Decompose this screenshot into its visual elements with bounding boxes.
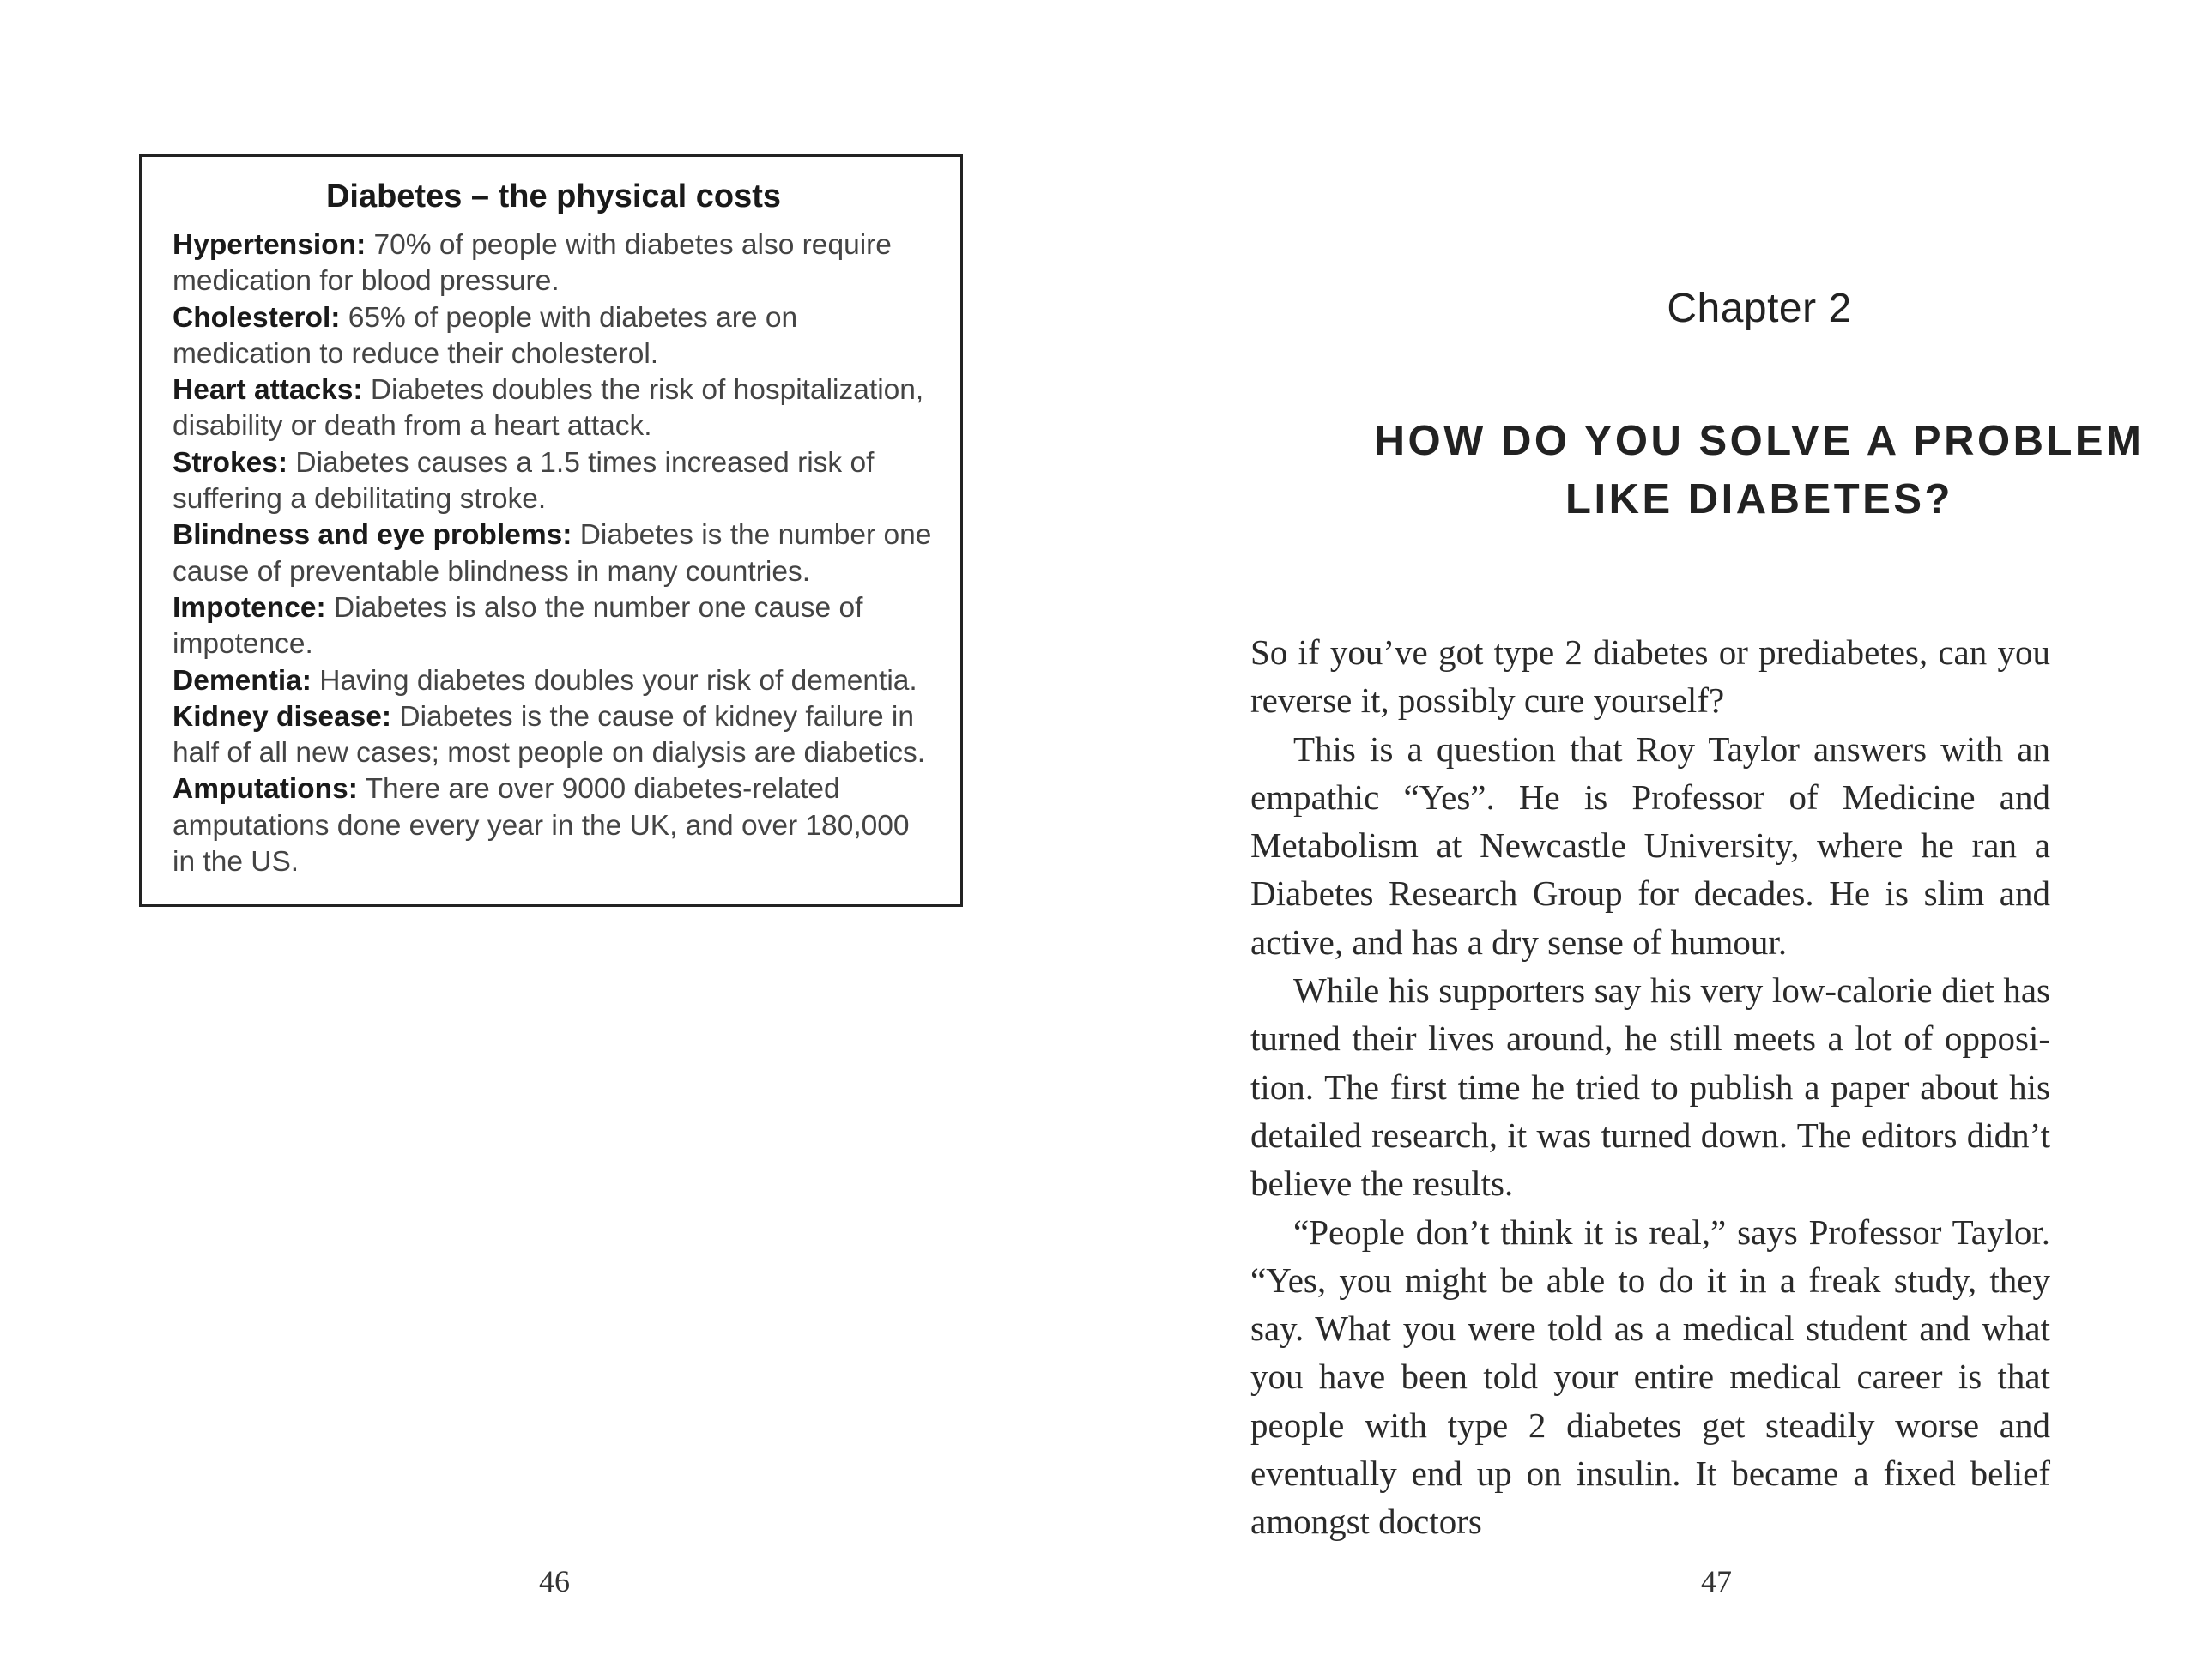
item-text: Having diabetes doubles your risk of dementia.: [311, 664, 917, 697]
item-term: Dementia:: [172, 664, 312, 697]
box-item-hypertension: [172, 227, 935, 300]
box-item-heart-attacks: [172, 372, 935, 445]
box-item-blindness: [172, 517, 935, 590]
paragraph: So if you’ve got type 2 diabetes or prediabetes, can you reverse it, possibly cure yourself?: [1250, 632, 2050, 721]
box-item-kidney-disease: [172, 699, 935, 772]
item-text: Diabetes is the cause of kidney failure in half of all new cases; most people on dialysis are diabetics.: [172, 700, 926, 770]
item-text: Diabetes causes a 1.5 times increased risk of suffering a debilitating stroke.: [172, 446, 875, 516]
left-page: [0, 0, 1098, 1680]
paragraph: While his supporters say his very low-calorie diet has turned their lives around, he still meets a lot of opposi-tion. The first time he tried to publish a paper about his detailed research, it was turned down. The editors didn’t believe the results.: [1250, 970, 2050, 1204]
box-item-strokes: [172, 445, 935, 518]
item-term: Impotence:: [172, 591, 326, 624]
box-item-impotence: [172, 590, 935, 663]
item-term: Hypertension:: [172, 229, 366, 261]
item-text: Diabetes is also the number one cause of impotence.: [172, 591, 863, 661]
item-term: Heart attacks:: [172, 374, 363, 407]
item-text: 65% of people with diabetes are on medication to reduce their cholesterol.: [172, 301, 798, 370]
box-item-dementia: [172, 663, 935, 699]
page-number-left: 46: [539, 1564, 570, 1598]
chapter-body: [1250, 628, 2050, 1546]
item-text: There are over 9000 diabetes-related amputations done every year in the UK, and over 180,000 in the US.: [172, 773, 910, 879]
right-page: [1098, 0, 2197, 1680]
page-number-right: 47: [1701, 1564, 1732, 1598]
paragraph: This is a question that Roy Taylor answers with an empathic “Yes”. He is Professor of Medicine and Metabolism at Newcastle University, where he ran a Diabetes Research Group for decades. He is slim and active, and has a dry sense of humour.: [1250, 728, 2050, 962]
item-term: Amputations:: [172, 773, 358, 806]
item-text: 70% of people with diabetes also require medication for blood pressure.: [172, 229, 892, 298]
box-title: Diabetes – the physical costs: [325, 178, 782, 215]
chapter-title: [1253, 412, 2197, 529]
chapter-title-line-1: HOW DO YOU SOLVE A PROBLEM: [1374, 418, 2145, 464]
item-term: Kidney disease:: [172, 700, 392, 733]
box-item-cholesterol: [172, 300, 935, 373]
chapter-label: Chapter 2: [1667, 286, 1852, 331]
item-term: Strokes:: [172, 446, 288, 479]
box-item-amputations: [172, 771, 935, 880]
item-text: Diabetes doubles the risk of hospitalization, disability or death from a heart attack.: [172, 374, 924, 443]
physical-costs-box: [139, 154, 963, 907]
item-text: Diabetes is the number one cause of preventable blindness in many countries.: [172, 519, 932, 588]
item-term: Blindness and eye problems:: [172, 519, 572, 552]
paragraph: “People don’t think it is real,” says Professor Taylor. “Yes, you might be able to do it in a freak study, they say. What you were told as a medical student and what you have been told your entire medical career is that people with type 2 diabetes get steadily worse and eventually end up on insulin. It became a fixed belief amongst doctors: [1250, 1212, 2050, 1542]
item-term: Cholesterol:: [172, 301, 341, 334]
chapter-title-line-2: LIKE DIABETES?: [1565, 476, 1953, 523]
